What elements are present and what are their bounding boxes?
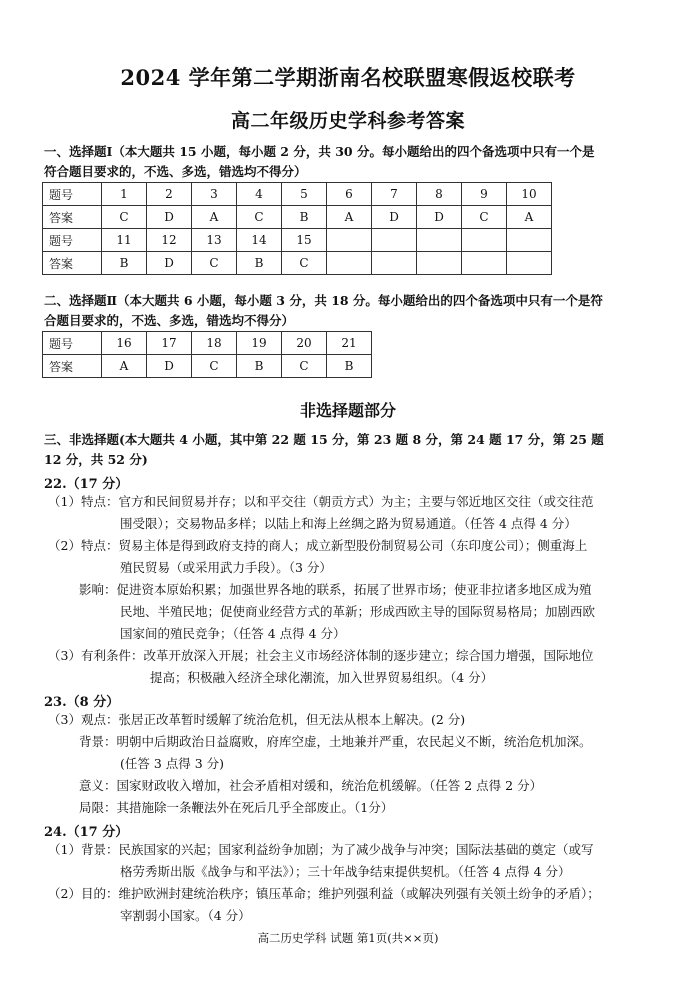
table-cell: D	[417, 206, 462, 229]
table-cell: B	[102, 252, 147, 275]
q22-part1-label: （1）特点：	[48, 494, 119, 509]
q23-limitation-line1: 其措施除一条鞭法外在死后几乎全部废止。（1分）	[116, 800, 394, 815]
table-row	[43, 229, 552, 252]
table-cell	[417, 229, 462, 252]
table-cell: 18	[192, 332, 237, 355]
table-cell: 20	[282, 332, 327, 355]
table-row	[43, 355, 372, 378]
table-cell: D	[147, 206, 192, 229]
table-cell: 1	[102, 183, 147, 206]
table-cell: C	[192, 355, 237, 378]
exam-title: 2024 学年第二学期浙南名校联盟寒假返校联考	[120, 65, 576, 90]
q24-part2-label: （2）目的：	[48, 886, 119, 901]
table-cell: A	[192, 206, 237, 229]
table-cell: 12	[147, 229, 192, 252]
table-cell: 11	[102, 229, 147, 252]
q23-significance-line1: 国家财政收入增加，社会矛盾相对缓和，统治危机缓解。（任答 2 点得 2 分）	[116, 778, 543, 793]
table-cell: 15	[282, 229, 327, 252]
q23-significance-label: 意义：	[79, 778, 117, 793]
table-cell: C	[192, 252, 237, 275]
q24-part1	[48, 839, 593, 861]
q24-part1-line1: 民族国家的兴起；国家利益纷争加剧；为了减少战争与冲突；国际法基础的奠定（或写	[118, 842, 594, 857]
q22-part1-line2: 围受限）；交易物品多样；以陆上和海上丝绸之路为贸易通道。（任答 4 点得 4 分）	[120, 516, 577, 531]
q22-part3-label: （3）有利条件：	[48, 648, 144, 663]
table-cell: A	[507, 206, 552, 229]
table-cell	[462, 252, 507, 275]
table-row	[43, 206, 552, 229]
row-label-question: 题号	[43, 229, 102, 252]
q24-part2	[48, 883, 600, 905]
table-row	[43, 332, 372, 355]
table-cell: 8	[417, 183, 462, 206]
section2-heading	[44, 291, 659, 331]
q22-impact-label: 影响：	[79, 582, 117, 597]
row-label-answer: 答案	[43, 355, 102, 378]
table-cell: 2	[147, 183, 192, 206]
q24-part1-label: （1）背景：	[48, 842, 119, 857]
table-cell	[372, 229, 417, 252]
table-cell: 10	[507, 183, 552, 206]
q22-title: 22.（17 分）	[44, 477, 129, 492]
section1-heading-line1: 一、选择题Ⅰ（本大题共 15 小题，每小题 2 分，共 30 分。每小题给出的四个备选项中只有一个是	[44, 144, 595, 159]
q23-background-label: 背景：	[79, 734, 117, 749]
table-cell: 21	[327, 332, 372, 355]
q24-part1-line2: 格劳秀斯出版《战争与和平法》）；三十年战争结束提供契机。（任答 4 点得 4 分）	[120, 864, 571, 879]
q22-impact-line1: 促进资本原始积累；加强世界各地的联系，拓展了世界市场；使亚非拉诸多地区成为殖	[116, 582, 592, 597]
table-cell	[507, 229, 552, 252]
section2-answer-table	[42, 331, 372, 378]
table-cell: 7	[372, 183, 417, 206]
table-cell: 17	[147, 332, 192, 355]
table-cell	[327, 229, 372, 252]
q22-part2-line1: 贸易主体是得到政府支持的商人；成立新型股份制贸易公司（东印度公司）；侧重海上	[118, 538, 588, 553]
section2-heading-line1: 二、选择题Ⅱ（本大题共 6 小题，每小题 3 分，共 18 分。每小题给出的四个备选项中只有一个是符	[44, 293, 603, 308]
table-cell: B	[327, 355, 372, 378]
table-cell	[372, 252, 417, 275]
q23-title: 23.（8 分）	[44, 695, 120, 710]
table-cell: C	[282, 355, 327, 378]
q23-limitation	[79, 797, 393, 819]
q23-background-line1: 明朝中后期政治日益腐败，府库空虚，土地兼并严重，农民起义不断，统治危机加深。	[116, 734, 592, 749]
q23-view-label: （3）观点：	[48, 712, 119, 727]
q22-part2-label: （2）特点：	[48, 538, 119, 553]
table-cell: 4	[237, 183, 282, 206]
q23-background-line2: (任答 3 点得 3 分)	[120, 756, 225, 771]
table-cell: 16	[102, 332, 147, 355]
q23-background	[79, 731, 592, 753]
table-cell: D	[147, 252, 192, 275]
q23-part1	[48, 709, 465, 731]
table-cell	[462, 229, 507, 252]
section3-heading-line1: 三、非选择题(本大题共 4 小题，其中第 22 题 15 分，第 23 题 8 分，第 24 题 17 分，第 25 题	[44, 432, 604, 447]
row-label-answer: 答案	[43, 206, 102, 229]
table-cell	[507, 252, 552, 275]
q23-limitation-label: 局限：	[79, 800, 117, 815]
q22-part2-impact	[79, 579, 592, 601]
q22-part3-line2: 提高；积极融入经济全球化潮流，加入世界贸易组织。（4 分）	[150, 670, 494, 685]
q22-part3	[48, 645, 593, 667]
table-row	[43, 183, 552, 206]
table-cell: 9	[462, 183, 507, 206]
table-cell: D	[147, 355, 192, 378]
q22-part2-line2: 殖民贸易（或采用武力手段）。（3 分）	[120, 560, 332, 575]
table-cell: A	[102, 355, 147, 378]
q22-part1-line1: 官方和民间贸易并存；以和平交往（朝贡方式）为主；主要与邻近地区交往（或交往范	[118, 494, 594, 509]
table-cell: D	[372, 206, 417, 229]
nonchoice-title: 非选择题部分	[299, 401, 396, 420]
q22-part1	[48, 491, 593, 513]
exam-subtitle: 高二年级历史学科参考答案	[230, 110, 465, 132]
table-cell: C	[462, 206, 507, 229]
table-cell	[417, 252, 462, 275]
table-cell: 6	[327, 183, 372, 206]
section1-heading	[44, 142, 659, 182]
q22-impact-line3: 国家间的殖民竞争；（任答 4 点得 4 分）	[120, 626, 346, 641]
table-cell: C	[102, 206, 147, 229]
section3-heading	[44, 430, 659, 470]
table-cell: B	[282, 206, 327, 229]
section1-answer-table	[42, 182, 552, 275]
page-footer: 高二历史学科 试题 第1页(共××页)	[257, 931, 439, 945]
q22-part3-line1: 改革开放深入开展；社会主义市场经济体制的逐步建立；综合国力增强，国际地位	[143, 648, 594, 663]
q23-significance	[79, 775, 542, 797]
table-cell	[327, 252, 372, 275]
q24-title: 24.（17 分）	[44, 825, 129, 840]
section2-heading-line2: 合题目要求的，不选、多选，错选均不得分）	[44, 313, 295, 328]
row-label-question: 题号	[43, 332, 102, 355]
row-label-answer: 答案	[43, 252, 102, 275]
table-cell: 5	[282, 183, 327, 206]
q22-impact-line2: 民地、半殖民地；促使商业经营方式的革新；形成西欧主导的国际贸易格局；加剧西欧	[120, 604, 596, 619]
q22-part2	[48, 535, 587, 557]
section1-heading-line2: 符合题目要求的，不选、多选，错选均不得分）	[44, 164, 307, 179]
row-label-question: 题号	[43, 183, 102, 206]
section3-heading-line2: 12 分，共 52 分)	[44, 452, 148, 467]
table-row	[43, 252, 552, 275]
q24-part2-line1: 维护欧洲封建统治秩序；镇压革命；维护列强利益（或解决列强有关领土纷争的矛盾）；	[118, 886, 600, 901]
q24-part2-line2: 宰割弱小国家。（4 分）	[120, 908, 251, 923]
table-cell: B	[237, 252, 282, 275]
table-cell: A	[327, 206, 372, 229]
table-cell: 19	[237, 332, 282, 355]
table-cell: C	[237, 206, 282, 229]
table-cell: B	[237, 355, 282, 378]
q23-view-line1: 张居正改革暂时缓解了统治危机，但无法从根本上解决。(2 分)	[118, 712, 466, 727]
table-cell: 14	[237, 229, 282, 252]
table-cell: C	[282, 252, 327, 275]
table-cell: 3	[192, 183, 237, 206]
table-cell: 13	[192, 229, 237, 252]
